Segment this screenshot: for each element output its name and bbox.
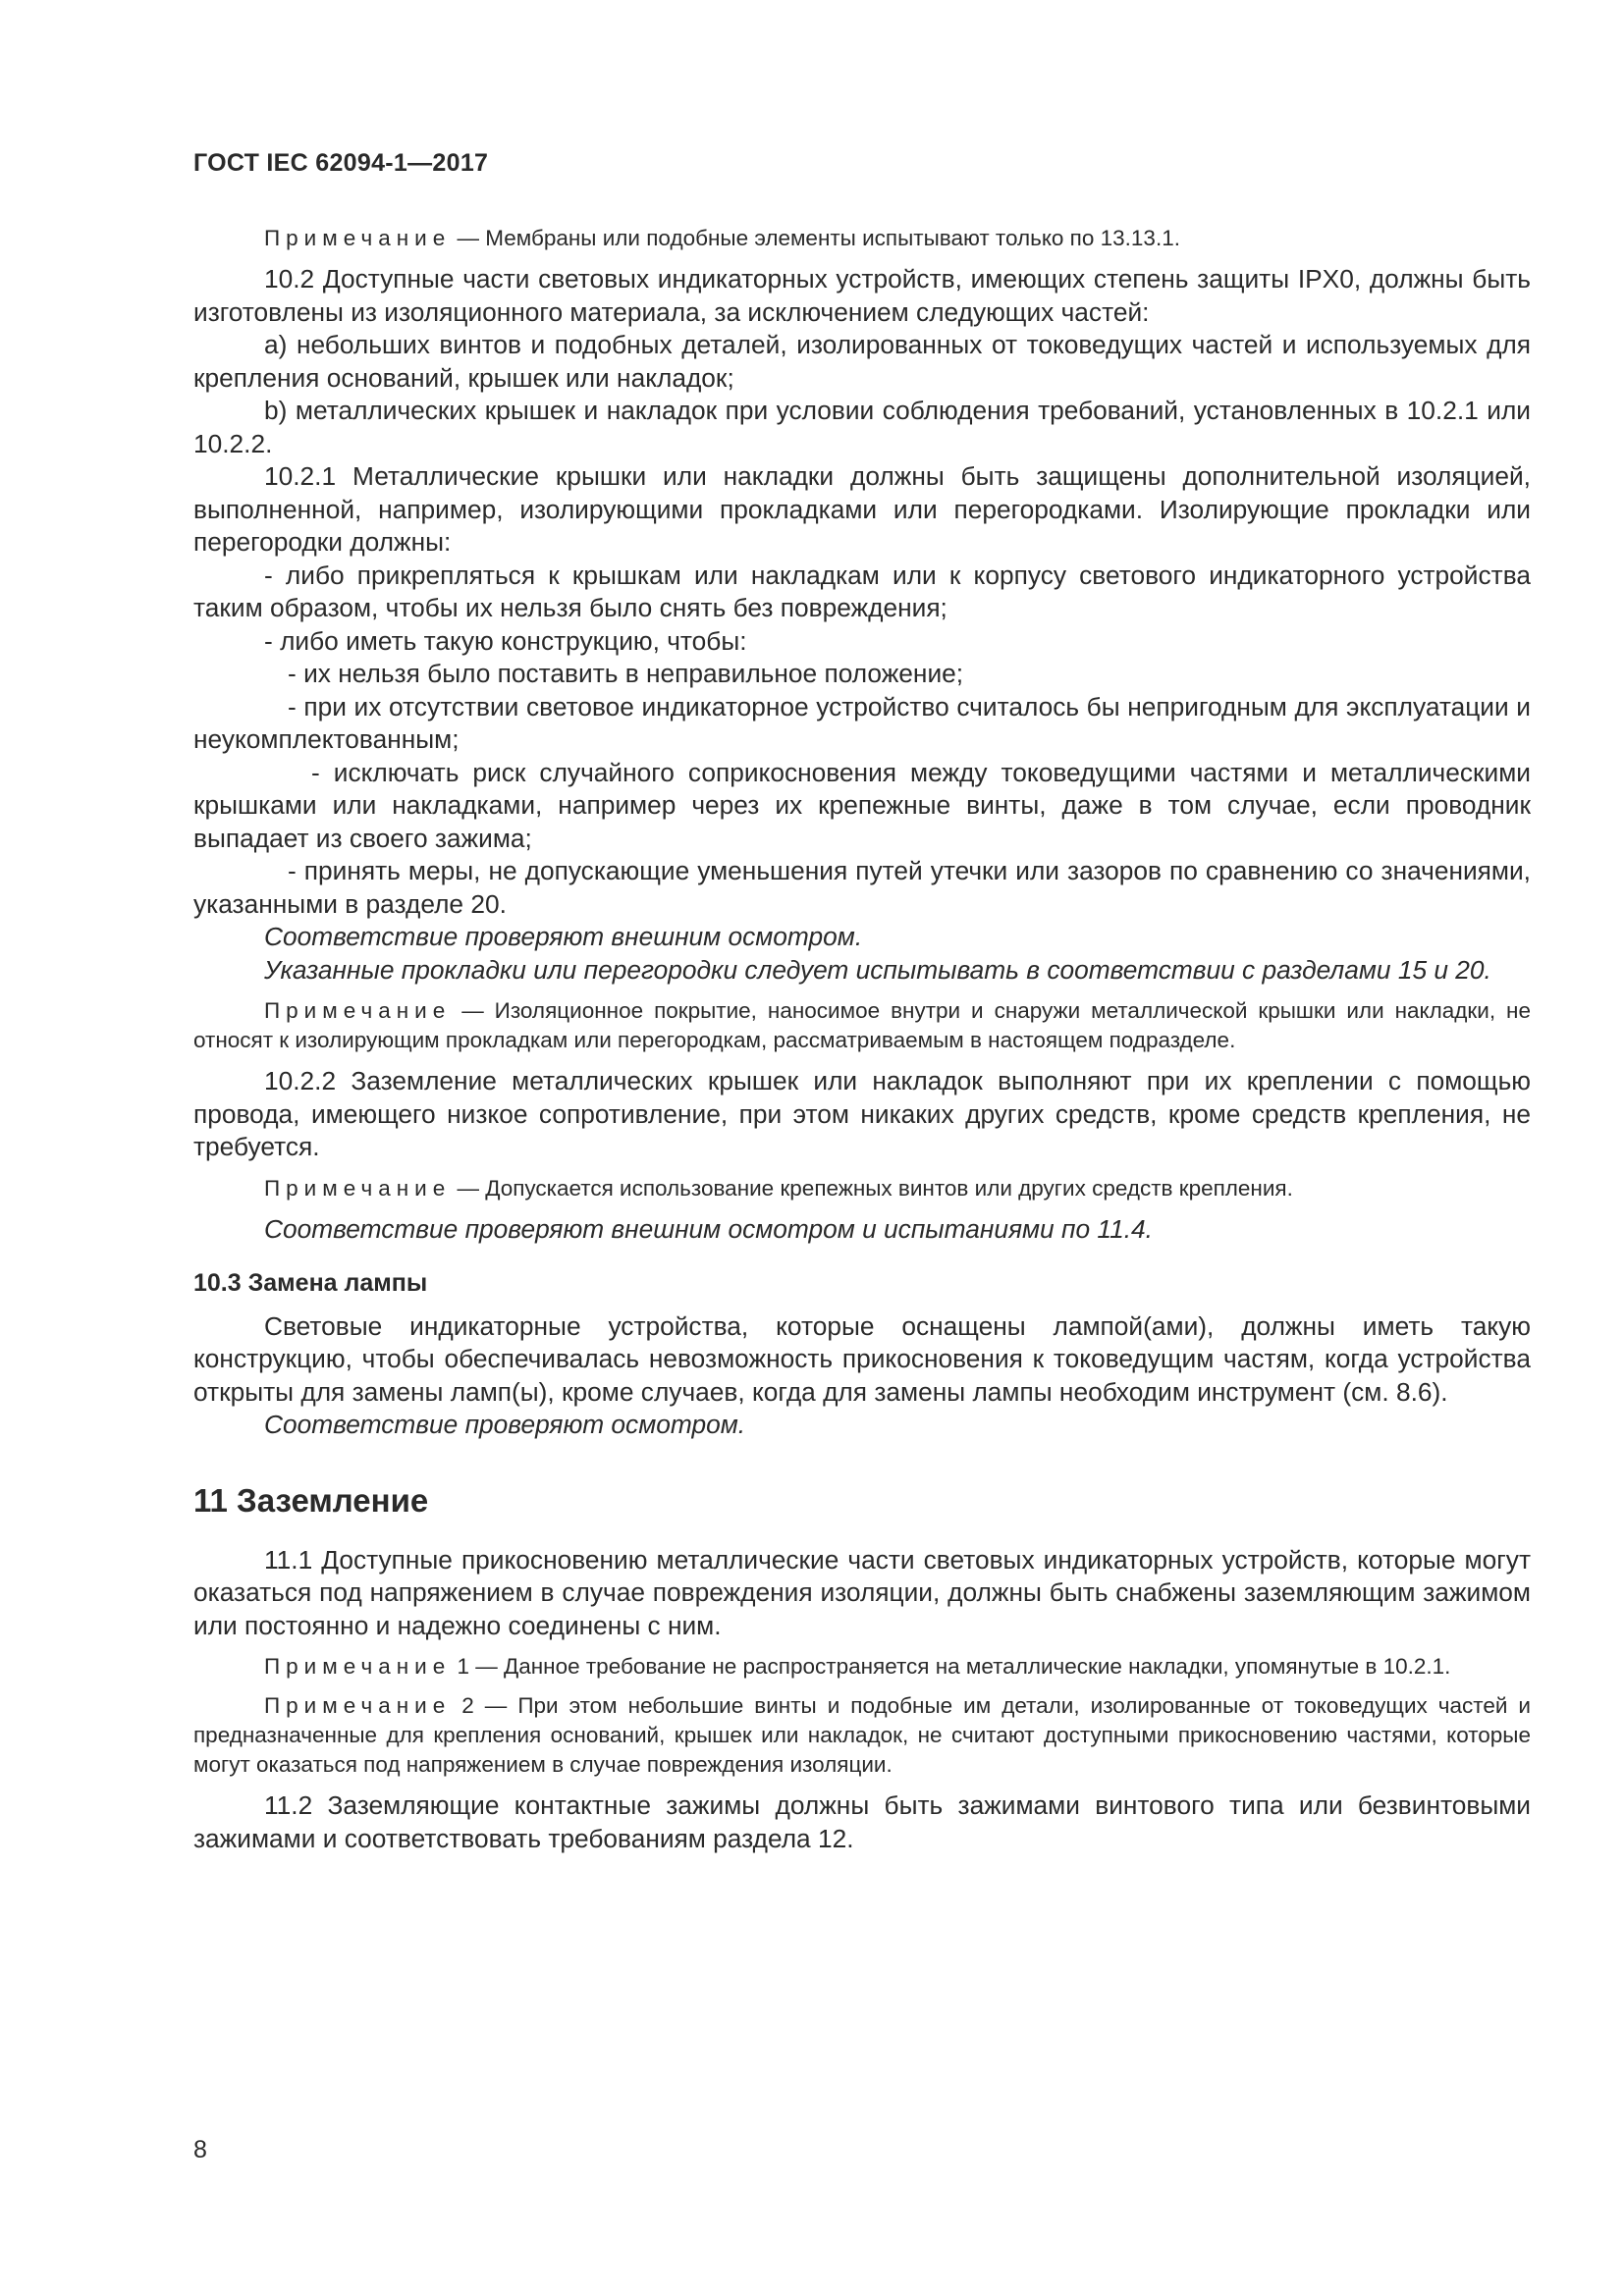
sub-list-item: - при их отсутствии световое индикаторное устройство считалось бы непригодным для эксплуатации и неукомплектованным; bbox=[193, 691, 1531, 754]
list-item: - либо иметь такую конструкцию, чтобы: bbox=[264, 625, 747, 656]
note-label: Примечание bbox=[264, 1175, 452, 1201]
clause-10-2-2: 10.2.2 Заземление металлических крышек или накладок выполняют при их креплении с помощью провода, имеющего низкое сопротивление, при этом никаких других средств, кроме средств крепления, не требуется. bbox=[193, 1066, 1531, 1161]
note bbox=[193, 1652, 1531, 1682]
compliance-text: Соответствие проверяют осмотром. bbox=[264, 1410, 746, 1439]
sub-list-item: - принять меры, не допускающие уменьшения путей утечки или зазоров по сравнению со значениями, указанными в разделе 20. bbox=[193, 856, 1531, 919]
list-item: b) металлических крышек и накладок при условии соблюдения требований, установленных в 10.2.1 или 10.2.2. bbox=[193, 396, 1531, 458]
clause-11-1: 11.1 Доступные прикосновению металлические части световых индикаторных устройств, которые могут оказаться под напряжением в случае повреждения изоляции, должны быть снабжены заземляющим зажимом или постоянно и надежно соединены с ним. bbox=[193, 1544, 1531, 1640]
section-heading-11: 11 Заземление bbox=[193, 1481, 429, 1519]
compliance-text: Соответствие проверяют внешним осмотром. bbox=[264, 922, 863, 951]
list-item: a) небольших винтов и подобных деталей, изолированных от токоведущих частей и используемых для крепления оснований, крышек или накладок; bbox=[193, 330, 1531, 393]
document-header: ГОСТ IEC 62094-1—2017 bbox=[193, 149, 489, 177]
note-label: Примечание bbox=[264, 226, 452, 250]
list-item: - либо прикрепляться к крышкам или накладкам или к корпусу светового индикаторного устройства таким образом, чтобы их нельзя было снять без повреждения; bbox=[193, 560, 1531, 622]
note bbox=[193, 1691, 1531, 1780]
note-label: Примечание bbox=[264, 1654, 452, 1679]
clause-11-2: 11.2 Заземляющие контактные зажимы должны быть зажимами винтового типа или безвинтовыми зажимами и соответствовать требованиям раздела 12. bbox=[193, 1790, 1531, 1853]
compliance-text: Соответствие проверяют внешним осмотром и испытаниями по 11.4. bbox=[264, 1213, 1153, 1244]
note-text: — Допускается использование крепежных винтов или других средств крепления. bbox=[451, 1175, 1293, 1201]
sub-list-item: - их нельзя было поставить в неправильное положение; bbox=[288, 659, 964, 688]
clause-10-3: Световые индикаторные устройства, которые оснащены лампой(ами), должны иметь такую конструкцию, чтобы обеспечивалась невозможность прикосновения к токоведущим частям, когда устройства открыты для замены ламп(ы), кроме случаев, когда для замены лампы необходим инструмент (см. 8.6). bbox=[193, 1310, 1531, 1407]
note-label: Примечание bbox=[264, 1693, 452, 1718]
note bbox=[193, 996, 1531, 1055]
note-text: 2 — При этом небольшие винты и подобные им детали, изолированные от токоведущих частей и предназначенные для крепления оснований, крышек или накладок, не считают доступными прикосновению частями, которые могут оказаться под напряжением в случае повреждения изоляции. bbox=[193, 1693, 1531, 1777]
document-body bbox=[193, 224, 1531, 1855]
section-heading-10-3: 10.3 Замена лампы bbox=[193, 1269, 428, 1297]
note-label: Примечание bbox=[264, 998, 452, 1023]
page-number: 8 bbox=[193, 2136, 207, 2163]
clause-10-2-1: 10.2.1 Металлические крышки или накладки должны быть защищены дополнительной изоляцией, выполненной, например, изолирующими прокладками или перегородками. Изолирующие прокладки или перегородки должны: bbox=[193, 461, 1531, 557]
note bbox=[193, 224, 1531, 253]
sub-list-item: - исключать риск случайного соприкосновения между токоведущими частями и металлическими крышками или накладками, например через их крепежные винты, даже в том случае, если проводник выпадает из своего зажима; bbox=[193, 757, 1531, 853]
compliance-text: Указанные прокладки или перегородки следует испытывать в соответствии с разделами 15 и 20. bbox=[264, 954, 1491, 985]
note-text: — Изоляционное покрытие, наносимое внутри и снаружи металлической крышки или накладки, не относят к изолирующим прокладкам или перегородкам, рассматриваемым в настоящем подразделе. bbox=[193, 998, 1531, 1052]
note-text: 1 — Данное требование не распространяется на металлические накладки, упомянутые в 10.2.1. bbox=[451, 1654, 1451, 1679]
note bbox=[193, 1174, 1531, 1203]
clause-10-2: 10.2 Доступные части световых индикаторных устройств, имеющих степень защиты IPX0, должны быть изготовлены из изоляционного материала, за исключением следующих частей: bbox=[193, 264, 1531, 327]
note-text: — Мембраны или подобные элементы испытывают только по 13.13.1. bbox=[451, 226, 1180, 250]
